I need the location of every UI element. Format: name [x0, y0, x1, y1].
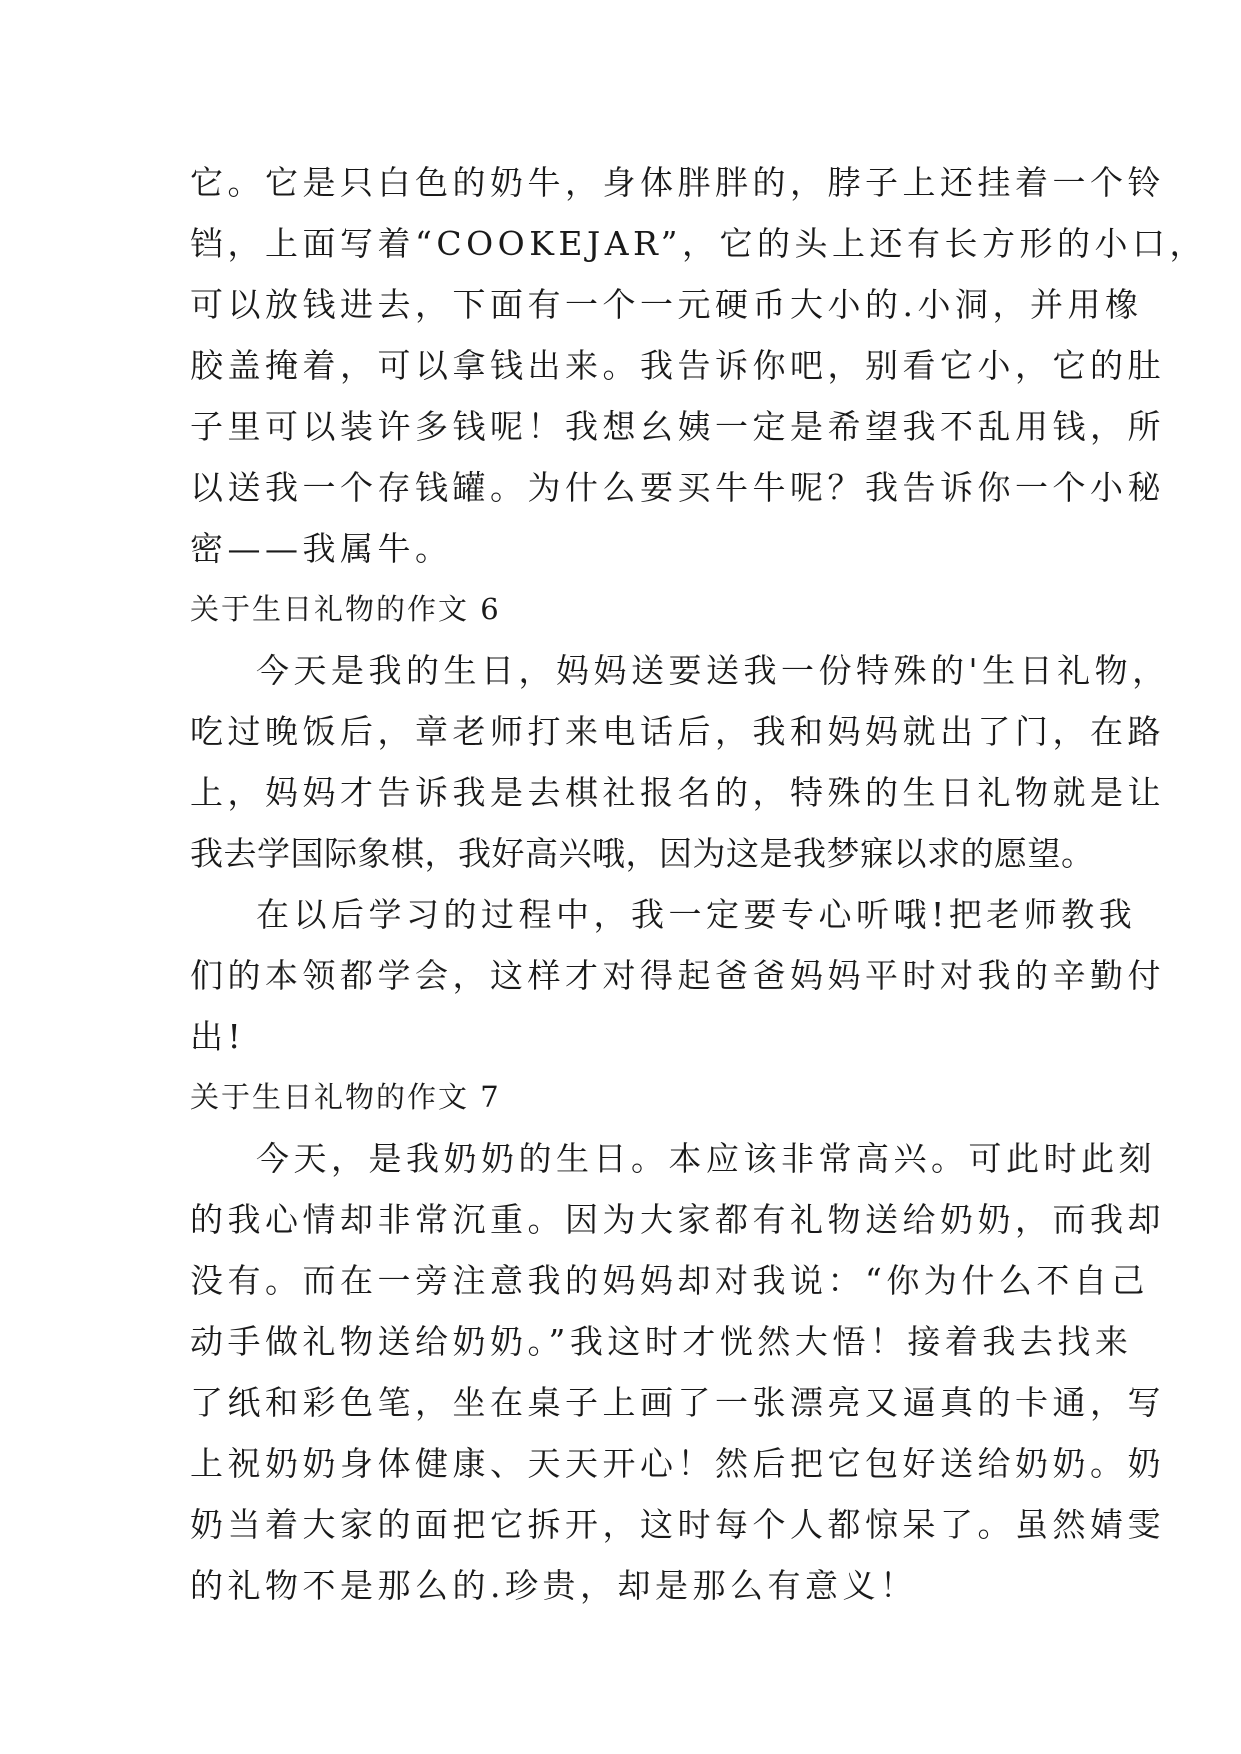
- text-line: 出!: [190, 1017, 246, 1056]
- text-line: 了纸和彩色笔，坐在桌子上画了一张漂亮又逼真的卡通，写: [190, 1383, 1165, 1422]
- text-line: 动手做礼物送给奶奶。”我这时才恍然大悟！接着我去找来: [190, 1322, 1133, 1361]
- essay-heading: 关于生日礼物的作文 7: [190, 1080, 501, 1114]
- paragraph-continuation: [190, 152, 1207, 579]
- text-line: 今天是我的生日，妈妈送要送我一份特殊的'生日礼物，: [256, 651, 1170, 690]
- text-line: 的我心情却非常沉重。因为大家都有礼物送给奶奶，而我却: [190, 1200, 1165, 1239]
- text-line: 今天，是我奶奶的生日。本应该非常高兴。可此时此刻: [256, 1139, 1156, 1178]
- text-line: 密——我属牛。: [190, 529, 453, 568]
- text-line: 可以放钱进去，下面有一个一元硬币大小的.小洞，并用橡: [190, 285, 1143, 324]
- text-line: 吃过晚饭后，章老师打来电话后，我和妈妈就出了门，在路: [190, 712, 1165, 751]
- text-line: 奶当着大家的面把它拆开，这时每个人都惊呆了。虽然婧雯: [190, 1505, 1165, 1544]
- text-line: 上，妈妈才告诉我是去棋社报名的，特殊的生日礼物就是让: [190, 773, 1165, 812]
- document-body: [190, 152, 1207, 1616]
- paragraph: [190, 640, 1170, 884]
- text-line: 没有。而在一旁注意我的妈妈却对我说：“你为什么不自己: [190, 1261, 1149, 1300]
- text-line: 的礼物不是那么的.珍贵，却是那么有意义！: [190, 1566, 918, 1605]
- essay-heading: 关于生日礼物的作文 6: [190, 592, 501, 626]
- text-line: 它。它是只白色的奶牛，身体胖胖的，脖子上还挂着一个铃: [190, 163, 1165, 202]
- text-line: 胶盖掩着，可以拿钱出来。我告诉你吧，别看它小，它的肚: [190, 346, 1165, 385]
- text-line: 子里可以装许多钱呢！我想幺姨一定是希望我不乱用钱，所: [190, 407, 1165, 446]
- text-line: 在以后学习的过程中，我一定要专心听哦!把老师教我: [256, 895, 1137, 934]
- text-line: 上祝奶奶身体健康、天天开心！然后把它包好送给奶奶。奶: [190, 1444, 1165, 1483]
- text-line: 们的本领都学会，这样才对得起爸爸妈妈平时对我的辛勤付: [190, 956, 1165, 995]
- text-line: 我去学国际象棋，我好高兴哦，因为这是我梦寐以求的愿望。: [190, 834, 1095, 873]
- text-line: 以送我一个存钱罐。为什么要买牛牛呢？我告诉你一个小秘: [190, 468, 1165, 507]
- paragraph: [190, 884, 1165, 1067]
- paragraph: [190, 1128, 1165, 1616]
- text-line: 铛，上面写着“COOKEJAR”，它的头上还有长方形的小口，: [190, 224, 1207, 263]
